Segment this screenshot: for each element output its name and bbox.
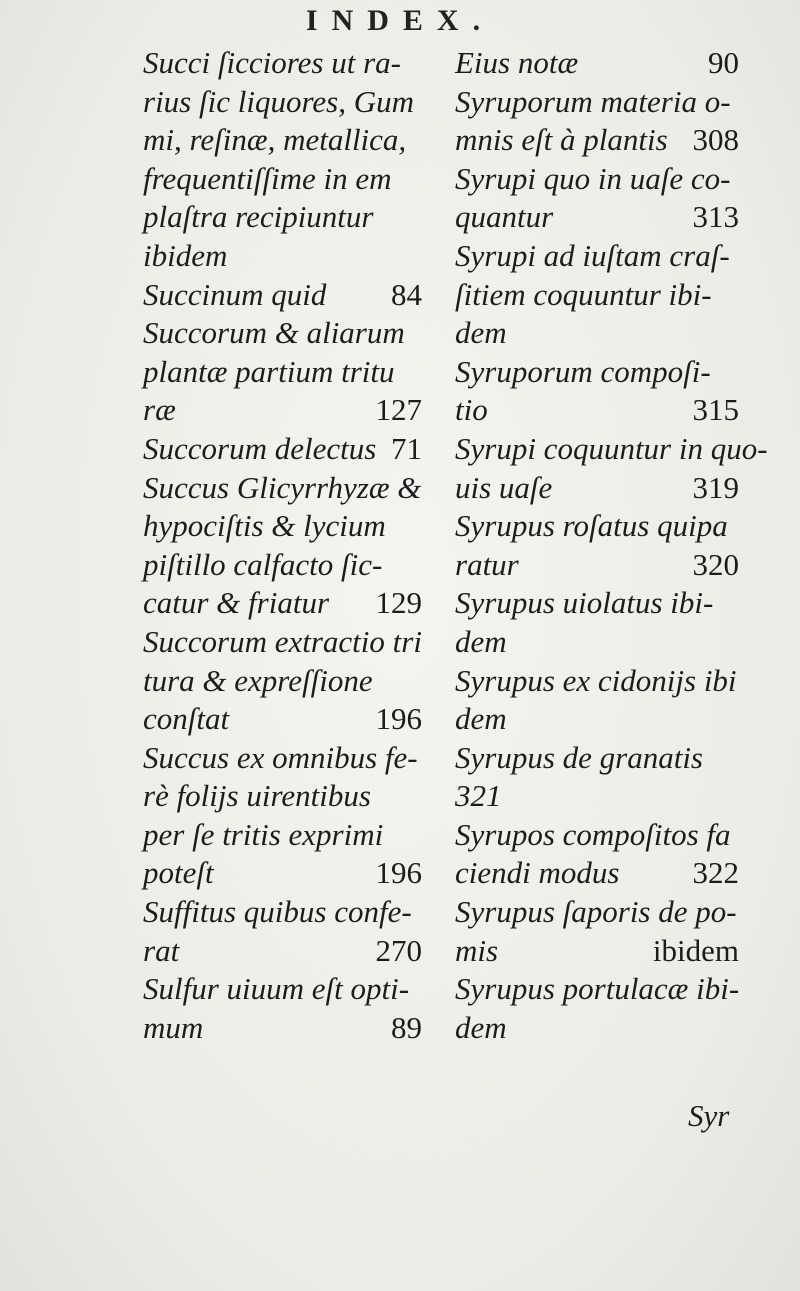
entry-text: Succus Glicyrrhyzæ & bbox=[143, 469, 422, 505]
index-entry-line bbox=[455, 854, 745, 893]
index-entry-line bbox=[143, 237, 428, 276]
entry-text: rè folijs uirentibus bbox=[143, 778, 371, 814]
index-entry-line bbox=[143, 777, 428, 816]
index-entry-line bbox=[455, 932, 745, 971]
index-entry-line bbox=[455, 121, 745, 160]
entry-text: ratur bbox=[455, 546, 519, 582]
entry-text: conſtat bbox=[143, 701, 230, 737]
page-number: 84 bbox=[391, 276, 422, 312]
index-entry-line bbox=[455, 739, 745, 778]
entry-text: poteſt bbox=[143, 855, 214, 891]
index-entry-line bbox=[143, 314, 428, 353]
page-number: 322 bbox=[692, 855, 739, 891]
catchword: Syr bbox=[688, 1098, 730, 1133]
index-entry-line bbox=[143, 546, 428, 585]
index-entry-line bbox=[455, 44, 745, 83]
page-number: 196 bbox=[375, 855, 422, 891]
entry-text: Syrupos compoſitos fa bbox=[455, 816, 731, 852]
entry-text: dem bbox=[455, 315, 507, 351]
entry-text: Succi ſicciores ut ra- bbox=[143, 45, 401, 80]
index-entry-line bbox=[455, 777, 745, 816]
entry-text: mis bbox=[455, 932, 499, 968]
index-entry-line bbox=[455, 507, 745, 546]
page-number: 313 bbox=[692, 199, 739, 235]
entry-text: Syruporum compoſi- bbox=[455, 353, 711, 389]
entry-text: dem bbox=[455, 701, 507, 737]
page-number: 71 bbox=[391, 430, 422, 466]
page-number: 308 bbox=[692, 122, 739, 158]
entry-text: dem bbox=[455, 623, 507, 659]
index-entry-line bbox=[455, 353, 745, 392]
index-entry-line bbox=[455, 391, 745, 430]
index-entry-line bbox=[143, 507, 428, 546]
index-entry-line bbox=[455, 623, 745, 662]
entry-text: per ſe tritis exprimi bbox=[143, 816, 384, 852]
entry-text: ræ bbox=[143, 392, 176, 428]
entry-text: Syrupi coquuntur in quo- bbox=[455, 430, 768, 466]
page-number: 90 bbox=[708, 45, 739, 80]
entry-text: Syrupus ſaporis de po- bbox=[455, 894, 737, 930]
entry-text: ſitiem coquuntur ibi- bbox=[455, 276, 712, 312]
index-entry-line bbox=[143, 893, 428, 932]
page-number: 196 bbox=[375, 701, 422, 737]
index-entry-line bbox=[143, 83, 428, 122]
entry-text: quantur bbox=[455, 199, 554, 235]
entry-text: Succorum extractio tri bbox=[143, 623, 422, 659]
index-entry-line bbox=[143, 932, 428, 971]
entry-text: Eius notæ bbox=[455, 45, 579, 80]
index-entry-line bbox=[143, 584, 428, 623]
index-entry-line bbox=[143, 816, 428, 855]
entry-text: mnis eſt à plantis bbox=[455, 122, 668, 158]
entry-text: ciendi modus bbox=[455, 855, 620, 891]
index-entry-line bbox=[455, 314, 745, 353]
page-header: INDEX. bbox=[305, 4, 495, 37]
entry-text: plantæ partium tritu bbox=[143, 353, 395, 389]
entry-text: tio bbox=[455, 392, 488, 428]
entry-text: rat bbox=[143, 932, 180, 968]
entry-text: mum bbox=[143, 1009, 204, 1045]
index-entry-line bbox=[455, 198, 745, 237]
index-entry-line bbox=[455, 276, 745, 315]
entry-text: Syrupi ad iuſtam craſ- bbox=[455, 237, 730, 273]
index-entry-line bbox=[143, 623, 428, 662]
entry-text: Succus ex omnibus fe- bbox=[143, 739, 418, 775]
page-number: 129 bbox=[375, 585, 422, 621]
index-entry-line bbox=[455, 700, 745, 739]
entry-text: Syrupus roſatus quipa bbox=[455, 508, 728, 544]
index-entry-line bbox=[455, 970, 745, 1009]
index-entry-line bbox=[455, 430, 768, 469]
entry-text: Suffitus quibus confe- bbox=[143, 894, 412, 930]
entry-text: catur & friatur bbox=[143, 585, 330, 621]
index-entry-line bbox=[143, 970, 428, 1009]
index-entry-line bbox=[143, 854, 428, 893]
index-entry-line bbox=[455, 237, 745, 276]
entry-text: piſtillo calfacto ſic- bbox=[143, 546, 383, 582]
entry-text: plaſtra recipiuntur bbox=[143, 199, 374, 235]
index-column-right bbox=[455, 44, 768, 1047]
entry-text: frequentiſſime in em bbox=[143, 160, 392, 196]
entry-text: mi, reſinæ, metallica, bbox=[143, 122, 407, 158]
entry-text: rius ſic liquores, Gum bbox=[143, 83, 414, 119]
entry-text: Sulfur uiuum eſt opti- bbox=[143, 971, 410, 1007]
page-number: 320 bbox=[692, 546, 739, 582]
page-number: 315 bbox=[692, 392, 739, 428]
index-entry-line bbox=[455, 816, 745, 855]
entry-text: Succinum quid bbox=[143, 276, 327, 312]
index-entry-line bbox=[143, 430, 428, 469]
index-entry-line bbox=[143, 739, 428, 778]
entry-text: Succorum & aliarum bbox=[143, 315, 405, 351]
index-entry-line bbox=[455, 584, 745, 623]
index-entry-line bbox=[455, 1009, 745, 1048]
entry-text: Syrupus de granatis bbox=[455, 739, 703, 775]
index-column-left bbox=[143, 44, 428, 1047]
entry-text: tura & expreſſione bbox=[143, 662, 373, 698]
index-entry-line bbox=[143, 44, 428, 83]
entry-text: uis uaſe bbox=[455, 469, 553, 505]
index-entry-line bbox=[143, 276, 428, 315]
index-entry-line bbox=[455, 160, 745, 199]
index-entry-line bbox=[143, 391, 428, 430]
entry-text: Succorum delectus bbox=[143, 430, 377, 466]
entry-text: Syrupus portulacæ ibi- bbox=[455, 971, 740, 1007]
entry-text: Syrupus ex cidonijs ibi bbox=[455, 662, 737, 698]
index-entry-line bbox=[455, 83, 745, 122]
page-number: 127 bbox=[375, 392, 422, 428]
entry-text: Syrupi quo in uaſe co- bbox=[455, 160, 731, 196]
page-number: 270 bbox=[375, 932, 422, 968]
index-entry-line bbox=[455, 469, 745, 508]
index-entry-line bbox=[143, 662, 428, 701]
index-entry-line bbox=[143, 121, 428, 160]
page-number: 89 bbox=[391, 1009, 422, 1045]
entry-text: Syruporum materia o- bbox=[455, 83, 731, 119]
index-entry-line bbox=[143, 198, 428, 237]
entry-text: hypociſtis & lycium bbox=[143, 508, 386, 544]
entry-text: Syrupus uiolatus ibi- bbox=[455, 585, 714, 621]
entry-text: 321 bbox=[455, 778, 502, 814]
index-entry-line bbox=[143, 700, 428, 739]
index-entry-line bbox=[455, 546, 745, 585]
page-number: 319 bbox=[692, 469, 739, 505]
page-number: ibidem bbox=[652, 932, 739, 968]
index-entry-line bbox=[143, 353, 428, 392]
index-entry-line bbox=[143, 1009, 428, 1048]
index-entry-line bbox=[455, 662, 745, 701]
index-entry-line bbox=[143, 160, 428, 199]
index-entry-line bbox=[455, 893, 745, 932]
entry-text: dem bbox=[455, 1009, 507, 1045]
entry-text: ibidem bbox=[143, 237, 228, 273]
index-entry-line bbox=[143, 469, 428, 508]
